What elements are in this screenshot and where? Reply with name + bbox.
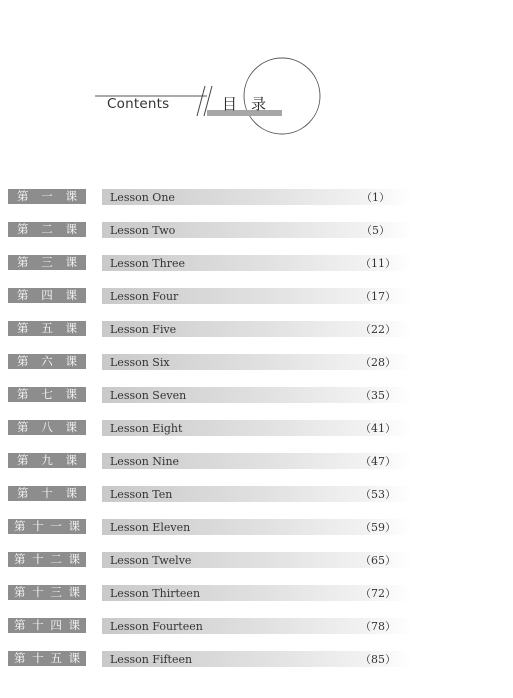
lesson-title[interactable]: Lesson Three bbox=[110, 257, 186, 270]
lesson-number-label bbox=[8, 618, 86, 633]
page-number: （5） bbox=[361, 224, 390, 237]
lesson-number-char: 第 bbox=[17, 222, 29, 236]
contents-title: Contents bbox=[107, 96, 170, 112]
lesson-number-char: 第 bbox=[17, 288, 29, 302]
lesson-number-label bbox=[8, 321, 86, 336]
page-number: （59） bbox=[360, 521, 396, 534]
lesson-number-char: 课 bbox=[65, 255, 77, 269]
lesson-number-label bbox=[8, 354, 86, 369]
lesson-number-char: 八 bbox=[41, 420, 53, 434]
lesson-number-char: 课 bbox=[65, 420, 77, 434]
lesson-number-char: 课 bbox=[68, 651, 80, 665]
lesson-number-label bbox=[8, 255, 86, 270]
lesson-number-char: 三 bbox=[50, 585, 62, 599]
lesson-number-char: 第 bbox=[17, 189, 29, 203]
toc-entry[interactable] bbox=[0, 584, 513, 602]
lesson-number-char: 十 bbox=[32, 651, 44, 665]
lesson-number-label bbox=[8, 453, 86, 468]
lesson-number-label bbox=[8, 585, 86, 600]
lesson-number-label bbox=[8, 222, 86, 237]
lesson-number-char: 第 bbox=[14, 552, 26, 566]
lesson-title[interactable]: Lesson Eleven bbox=[110, 521, 191, 534]
lesson-number-char: 课 bbox=[68, 618, 80, 632]
lesson-number-char: 课 bbox=[65, 321, 77, 335]
lesson-number-char: 十 bbox=[41, 486, 53, 500]
lesson-title[interactable]: Lesson Five bbox=[110, 323, 177, 336]
page-number: （85） bbox=[360, 653, 396, 666]
lesson-number-label bbox=[8, 189, 86, 204]
page-number: （47） bbox=[360, 455, 396, 468]
lesson-number-char: 课 bbox=[65, 288, 77, 302]
lesson-number-char: 课 bbox=[65, 222, 77, 236]
lesson-number-label bbox=[8, 288, 86, 303]
toc-entry[interactable] bbox=[0, 452, 513, 470]
lesson-number-char: 课 bbox=[65, 486, 77, 500]
toc-entry[interactable] bbox=[0, 551, 513, 569]
lesson-title[interactable]: Lesson Fifteen bbox=[110, 653, 193, 666]
lesson-number-char: 第 bbox=[14, 519, 26, 533]
page-number: （41） bbox=[360, 422, 396, 435]
lesson-number-char: 九 bbox=[41, 453, 53, 467]
lesson-title[interactable]: Lesson One bbox=[110, 191, 175, 204]
lesson-number-char: 第 bbox=[14, 651, 26, 665]
toc-entry[interactable] bbox=[0, 221, 513, 239]
lesson-title[interactable]: Lesson Fourteen bbox=[110, 620, 203, 633]
page-number: （53） bbox=[360, 488, 396, 501]
toc-entry[interactable] bbox=[0, 617, 513, 635]
lesson-number-label bbox=[8, 651, 86, 666]
lesson-number-char: 第 bbox=[17, 387, 29, 401]
toc-entry[interactable] bbox=[0, 518, 513, 536]
lesson-title[interactable]: Lesson Nine bbox=[110, 455, 180, 468]
lesson-title[interactable]: Lesson Four bbox=[110, 290, 179, 303]
lesson-number-char: 十 bbox=[32, 552, 44, 566]
toc-entry[interactable] bbox=[0, 650, 513, 668]
page-number: （78） bbox=[360, 620, 396, 633]
lesson-number-char: 第 bbox=[17, 321, 29, 335]
lesson-number-char: 四 bbox=[41, 288, 53, 302]
lesson-title[interactable]: Lesson Seven bbox=[110, 389, 187, 402]
lesson-number-label bbox=[8, 519, 86, 534]
contents-header bbox=[0, 0, 513, 140]
lesson-number-label bbox=[8, 387, 86, 402]
lesson-number-char: 三 bbox=[41, 255, 53, 269]
slash-mark bbox=[197, 86, 205, 116]
lesson-number-char: 十 bbox=[32, 519, 44, 533]
page-number: （65） bbox=[360, 554, 396, 567]
lesson-number-char: 第 bbox=[14, 585, 26, 599]
page-number: （17） bbox=[360, 290, 396, 303]
toc-entry[interactable] bbox=[0, 287, 513, 305]
lesson-title[interactable]: Lesson Six bbox=[110, 356, 170, 369]
toc-entry[interactable] bbox=[0, 353, 513, 371]
toc-entry[interactable] bbox=[0, 386, 513, 404]
mulu-title: 目录 bbox=[222, 95, 281, 113]
page-number: （22） bbox=[360, 323, 396, 336]
toc-entry[interactable] bbox=[0, 419, 513, 437]
lesson-number-char: 五 bbox=[50, 651, 62, 665]
lesson-number-char: 一 bbox=[50, 519, 62, 533]
lesson-number-char: 五 bbox=[41, 321, 53, 335]
lesson-number-label bbox=[8, 486, 86, 501]
lesson-number-char: 四 bbox=[50, 618, 62, 632]
lesson-number-char: 七 bbox=[41, 387, 53, 401]
lesson-title[interactable]: Lesson Eight bbox=[110, 422, 183, 435]
lesson-number-char: 一 bbox=[41, 189, 53, 203]
lesson-number-char: 第 bbox=[17, 453, 29, 467]
lesson-number-char: 课 bbox=[65, 453, 77, 467]
lesson-number-label bbox=[8, 552, 86, 567]
lesson-number-char: 第 bbox=[17, 354, 29, 368]
lesson-number-char: 十 bbox=[32, 618, 44, 632]
header-decoration bbox=[0, 0, 513, 140]
lesson-title[interactable]: Lesson Two bbox=[110, 224, 176, 237]
page-number: （1） bbox=[361, 191, 390, 204]
lesson-number-char: 课 bbox=[68, 519, 80, 533]
toc-entry[interactable] bbox=[0, 320, 513, 338]
lesson-number-char: 六 bbox=[41, 354, 53, 368]
lesson-number-label bbox=[8, 420, 86, 435]
lesson-title[interactable]: Lesson Thirteen bbox=[110, 587, 201, 600]
lesson-number-char: 第 bbox=[17, 255, 29, 269]
lesson-number-char: 二 bbox=[50, 552, 62, 566]
page-number: （11） bbox=[360, 257, 396, 270]
lesson-number-char: 课 bbox=[65, 387, 77, 401]
lesson-number-char: 课 bbox=[68, 552, 80, 566]
toc-entry[interactable] bbox=[0, 254, 513, 272]
lesson-title[interactable]: Lesson Twelve bbox=[110, 554, 192, 567]
lesson-number-char: 二 bbox=[41, 222, 53, 236]
lesson-number-char: 第 bbox=[17, 486, 29, 500]
toc-entry[interactable] bbox=[0, 188, 513, 206]
toc-entry[interactable] bbox=[0, 485, 513, 503]
page-number: （28） bbox=[360, 356, 396, 369]
lesson-number-char: 十 bbox=[32, 585, 44, 599]
lesson-number-char: 课 bbox=[65, 189, 77, 203]
lesson-number-char: 课 bbox=[65, 354, 77, 368]
lesson-number-char: 第 bbox=[14, 618, 26, 632]
page-number: （72） bbox=[360, 587, 396, 600]
page-number: （35） bbox=[360, 389, 396, 402]
lesson-number-char: 课 bbox=[68, 585, 80, 599]
lesson-title[interactable]: Lesson Ten bbox=[110, 488, 173, 501]
lesson-number-char: 第 bbox=[17, 420, 29, 434]
